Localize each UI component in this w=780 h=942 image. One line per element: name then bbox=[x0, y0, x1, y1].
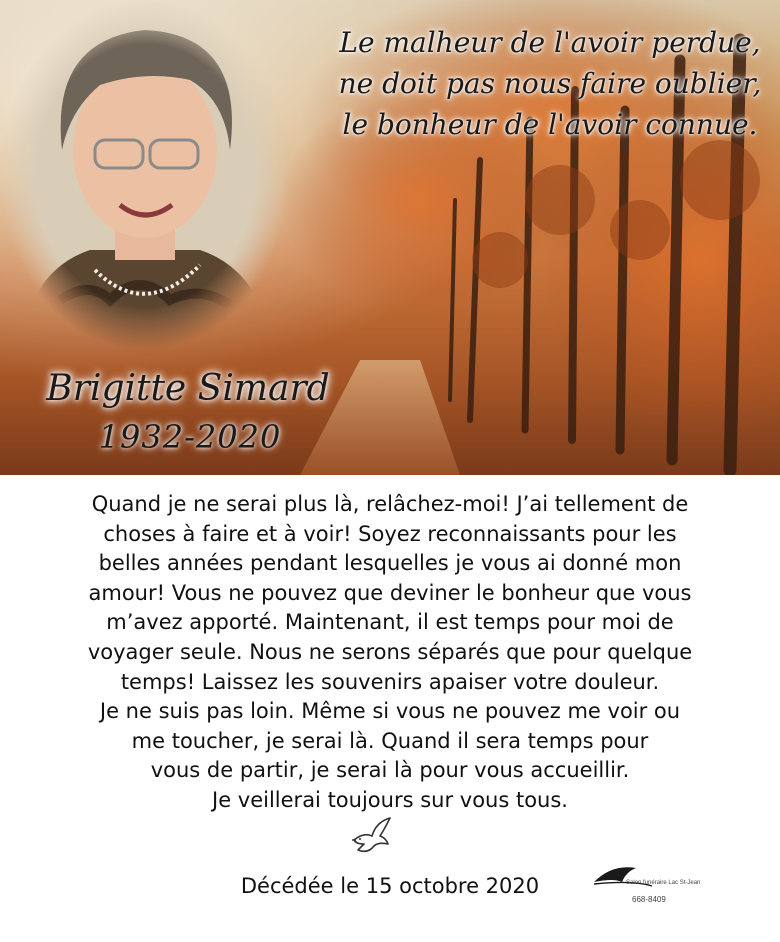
poem-line: belles années pendant lesquelles je vous ai donné mon bbox=[98, 551, 682, 576]
poem-line: choses à faire et à voir! Soyez reconnaissants pour les bbox=[103, 521, 677, 546]
farewell-poem bbox=[20, 490, 760, 816]
quote-line-1: Le malheur de l'avoir perdue, bbox=[339, 26, 761, 59]
portrait-photo bbox=[0, 0, 290, 350]
quote-line-2: ne doit pas nous faire oublier, bbox=[338, 67, 762, 100]
poem-line: m’avez apporté. Maintenant, il est temps pour moi de bbox=[106, 610, 674, 635]
poem-line: vous de partir, je serai là pour vous accueillir. bbox=[150, 758, 630, 783]
poem-line: Quand je ne serai plus là, relâchez-moi! J’ai tellement de bbox=[91, 492, 689, 516]
death-date: Décédée le 15 octobre 2020 bbox=[240, 874, 540, 898]
funeral-home-name: Salon funéraire Lac St-Jean bbox=[626, 880, 701, 886]
funeral-home-phone: 668-8409 bbox=[632, 895, 666, 904]
poem-line: Je veillerai toujours sur vous tous. bbox=[212, 787, 568, 812]
dove-icon bbox=[346, 810, 396, 860]
life-years: 1932-2020 bbox=[98, 418, 282, 456]
poem-line: amour! Vous ne pouvez que deviner le bonheur que vous bbox=[88, 580, 692, 605]
quote-line-3: le bonheur de l'avoir connue. bbox=[342, 108, 758, 141]
deceased-name: Brigitte Simard bbox=[46, 368, 330, 409]
memorial-quote bbox=[330, 22, 770, 145]
poem-line: me toucher, je serai là. Quand il sera temps pour bbox=[131, 728, 649, 753]
poem-line: temps! Laissez les souvenirs apaiser votre douleur. bbox=[120, 669, 660, 694]
poem-line: Je ne suis pas loin. Même si vous ne pouvez me voir ou bbox=[99, 699, 681, 724]
poem-line: voyager seule. Nous ne serons séparés que pour quelque bbox=[87, 639, 693, 664]
